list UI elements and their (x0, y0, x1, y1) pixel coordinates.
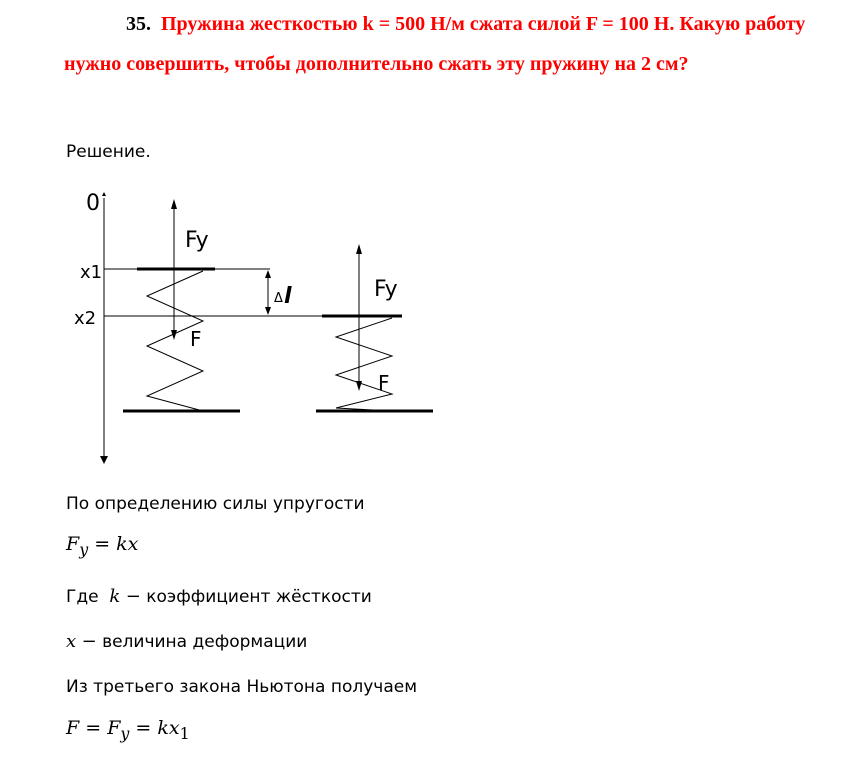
delta-l-arrowhead-bottom (265, 307, 271, 315)
x-line (66, 631, 307, 652)
right-f-label: F (378, 371, 390, 395)
where-word: Где (66, 587, 99, 607)
formula-fy-f: F (66, 533, 80, 555)
x1-label: x1 (80, 262, 103, 283)
axis-arrowhead (100, 456, 108, 464)
x-description: величина деформации (102, 632, 308, 652)
left-fy-arrowhead (171, 199, 177, 209)
formula-newton (66, 717, 190, 743)
formula-newton-fy-sub: y (120, 723, 130, 743)
right-fy-arrowhead (356, 244, 362, 254)
delta-l-label: l (284, 284, 292, 309)
problem-statement (64, 4, 854, 84)
k-dash: − (125, 586, 141, 607)
right-f-arrowhead (356, 381, 362, 391)
axis-zero-label: 0 (86, 191, 100, 216)
formula-fy-sub: y (79, 539, 89, 559)
formula-fy-rhs: kx (116, 533, 139, 555)
formula-newton-eq1: = (85, 717, 102, 739)
formula-newton-kx-sub: 1 (179, 723, 190, 743)
problem-number: 35. (126, 13, 151, 35)
axis-top-mark (102, 192, 106, 196)
formula-fy-eq: = (94, 533, 111, 555)
right-spring-coil (336, 318, 392, 411)
formula-newton-fy: F (107, 717, 121, 739)
x2-label: x2 (74, 308, 97, 329)
k-description: коэффициент жёсткости (146, 587, 372, 607)
x-dash: − (81, 631, 97, 652)
x-symbol: x (66, 631, 77, 652)
newton-text: Из третьего закона Ньютона получаем (66, 677, 418, 697)
k-symbol: k (109, 586, 121, 607)
formula-newton-kx: kx (157, 717, 180, 739)
where-line (66, 586, 372, 607)
delta-l-arrowhead-top (265, 270, 271, 278)
formula-newton-eq2: = (135, 717, 152, 739)
left-fy-label: Fy (185, 228, 209, 253)
spring-diagram (60, 180, 460, 470)
definition-text: По определению силы упругости (66, 494, 365, 514)
problem-text: Пружина жесткостью k = 500 Н/м сжата силой F = 100 Н. Какую работу нужно совершить, чтобы дополнительно сжать эту пружину на 2 см? (64, 13, 806, 75)
formula-newton-f: F (66, 717, 80, 739)
formula-fy (66, 533, 138, 559)
delta-symbol: Δ (274, 291, 283, 306)
solution-label: Решение. (66, 142, 151, 162)
right-fy-label: Fy (374, 277, 398, 302)
left-f-label: F (190, 327, 202, 351)
